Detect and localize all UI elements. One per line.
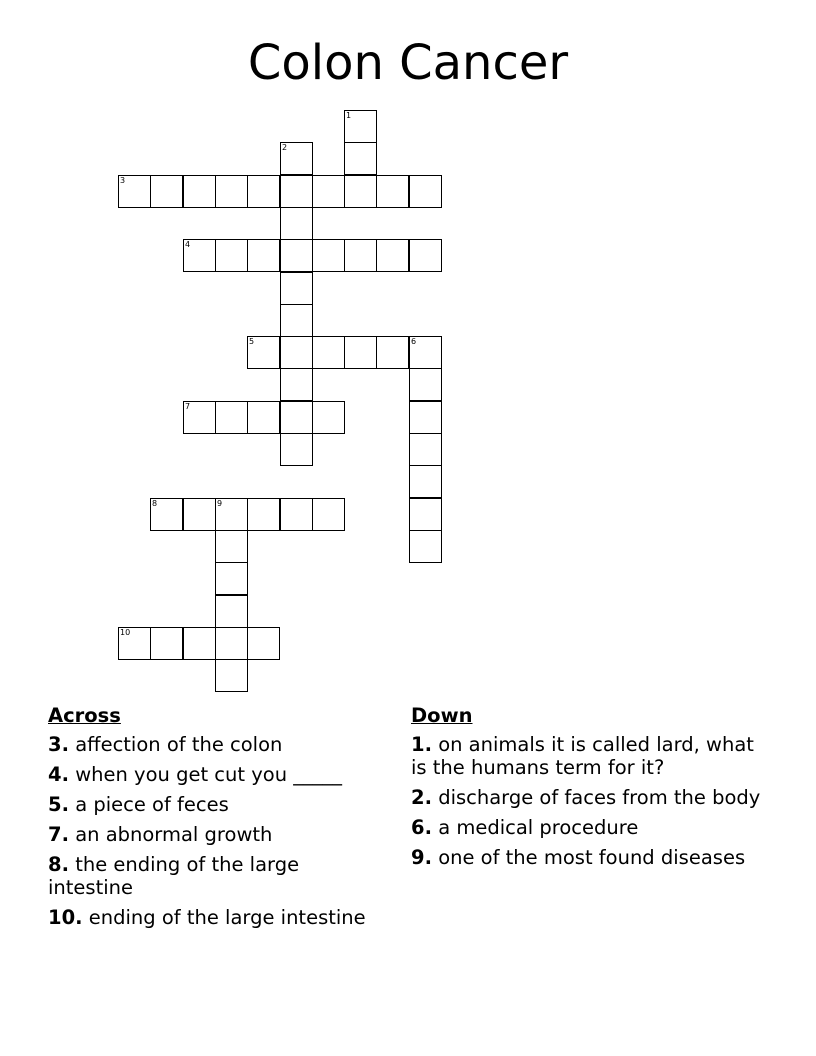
clue-text: an abnormal growth — [75, 823, 273, 846]
clue-number: 6. — [411, 816, 432, 839]
grid-cell[interactable] — [409, 239, 442, 272]
clue-number: 7. — [48, 823, 69, 846]
grid-cell-2[interactable] — [280, 142, 313, 175]
clue-across-4 — [48, 763, 388, 786]
clue-across-8 — [48, 853, 388, 899]
clue-number: 10. — [48, 906, 83, 929]
down-clues — [411, 704, 761, 876]
grid-cell[interactable] — [376, 175, 409, 208]
clue-text: one of the most found diseases — [438, 846, 746, 869]
clue-down-9 — [411, 846, 761, 869]
grid-cell-7[interactable] — [183, 401, 216, 434]
grid-cell-3[interactable] — [118, 175, 151, 208]
grid-cell-1[interactable] — [344, 110, 377, 143]
clue-number: 2. — [411, 786, 432, 809]
grid-cell[interactable] — [344, 142, 377, 175]
grid-cell[interactable] — [215, 175, 248, 208]
grid-cell[interactable] — [280, 239, 313, 272]
grid-cell-5[interactable] — [247, 336, 280, 369]
grid-cell[interactable] — [376, 336, 409, 369]
grid-cell[interactable] — [215, 239, 248, 272]
grid-cell[interactable] — [183, 175, 216, 208]
grid-cell[interactable] — [247, 175, 280, 208]
grid-cell[interactable] — [280, 175, 313, 208]
grid-cell[interactable] — [280, 272, 313, 305]
page-title: Colon Cancer — [247, 35, 569, 91]
grid-cell[interactable] — [409, 530, 442, 563]
grid-cell[interactable] — [409, 433, 442, 466]
grid-cell[interactable] — [183, 498, 216, 531]
grid-cell[interactable] — [215, 595, 248, 628]
grid-cell[interactable] — [280, 401, 313, 434]
grid-cell[interactable] — [150, 627, 183, 660]
grid-cell[interactable] — [409, 498, 442, 531]
clue-number-label: 4 — [185, 240, 191, 249]
clue-number: 3. — [48, 733, 69, 756]
grid-cell[interactable] — [280, 207, 313, 240]
grid-cell[interactable] — [247, 498, 280, 531]
grid-cell-9[interactable] — [215, 498, 248, 531]
clue-number-label: 9 — [217, 499, 223, 508]
grid-cell[interactable] — [344, 239, 377, 272]
clue-number-label: 6 — [411, 337, 417, 346]
clue-down-1 — [411, 733, 761, 779]
grid-cell[interactable] — [312, 336, 345, 369]
across-heading: Across — [48, 704, 121, 727]
clue-text: a medical procedure — [438, 816, 639, 839]
clue-number-label: 1 — [346, 111, 352, 120]
clue-text: affection of the colon — [75, 733, 283, 756]
clue-number: 1. — [411, 733, 432, 756]
grid-cell[interactable] — [150, 175, 183, 208]
clue-number-label: 8 — [152, 499, 158, 508]
grid-cell[interactable] — [280, 368, 313, 401]
grid-cell[interactable] — [280, 498, 313, 531]
grid-cell[interactable] — [215, 627, 248, 660]
grid-cell[interactable] — [215, 659, 248, 692]
grid-cell[interactable] — [312, 175, 345, 208]
grid-cell[interactable] — [312, 498, 345, 531]
across-clues — [48, 704, 388, 936]
grid-cell-6[interactable] — [409, 336, 442, 369]
grid-cell-10[interactable] — [118, 627, 151, 660]
clue-text: a piece of feces — [75, 793, 229, 816]
grid-cell[interactable] — [280, 433, 313, 466]
clue-number-label: 2 — [282, 143, 288, 152]
clue-number-label: 7 — [185, 402, 191, 411]
grid-cell[interactable] — [247, 627, 280, 660]
grid-cell[interactable] — [215, 401, 248, 434]
grid-cell[interactable] — [344, 336, 377, 369]
grid-cell[interactable] — [247, 239, 280, 272]
down-heading: Down — [411, 704, 473, 727]
grid-cell-8[interactable] — [150, 498, 183, 531]
grid-cell[interactable] — [409, 368, 442, 401]
clue-number: 5. — [48, 793, 69, 816]
grid-cell[interactable] — [280, 336, 313, 369]
clue-number-label: 3 — [120, 176, 126, 185]
clue-across-7 — [48, 823, 388, 846]
grid-cell[interactable] — [247, 401, 280, 434]
clue-across-3 — [48, 733, 388, 756]
grid-cell[interactable] — [409, 175, 442, 208]
grid-cell[interactable] — [409, 401, 442, 434]
clue-number: 9. — [411, 846, 432, 869]
clue-text: discharge of faces from the body — [438, 786, 761, 809]
clue-number: 8. — [48, 853, 69, 876]
grid-cell[interactable] — [376, 239, 409, 272]
clue-number-label: 10 — [120, 628, 131, 637]
clue-text: when you get cut you _____ — [75, 763, 342, 786]
grid-cell[interactable] — [280, 304, 313, 337]
grid-cell[interactable] — [312, 239, 345, 272]
clue-across-10 — [48, 906, 388, 929]
clue-text: on animals it is called lard, what is the humans term for it? — [411, 733, 754, 779]
clue-number: 4. — [48, 763, 69, 786]
clue-text: the ending of the large intestine — [48, 853, 300, 899]
clue-across-5 — [48, 793, 388, 816]
grid-cell[interactable] — [312, 401, 345, 434]
clue-number-label: 5 — [249, 337, 255, 346]
clue-down-2 — [411, 786, 761, 809]
grid-cell[interactable] — [215, 562, 248, 595]
grid-cell[interactable] — [409, 465, 442, 498]
grid-cell-4[interactable] — [183, 239, 216, 272]
grid-cell[interactable] — [344, 175, 377, 208]
grid-cell[interactable] — [183, 627, 216, 660]
clue-down-6 — [411, 816, 761, 839]
grid-cell[interactable] — [215, 530, 248, 563]
clue-text: ending of the large intestine — [88, 906, 366, 929]
